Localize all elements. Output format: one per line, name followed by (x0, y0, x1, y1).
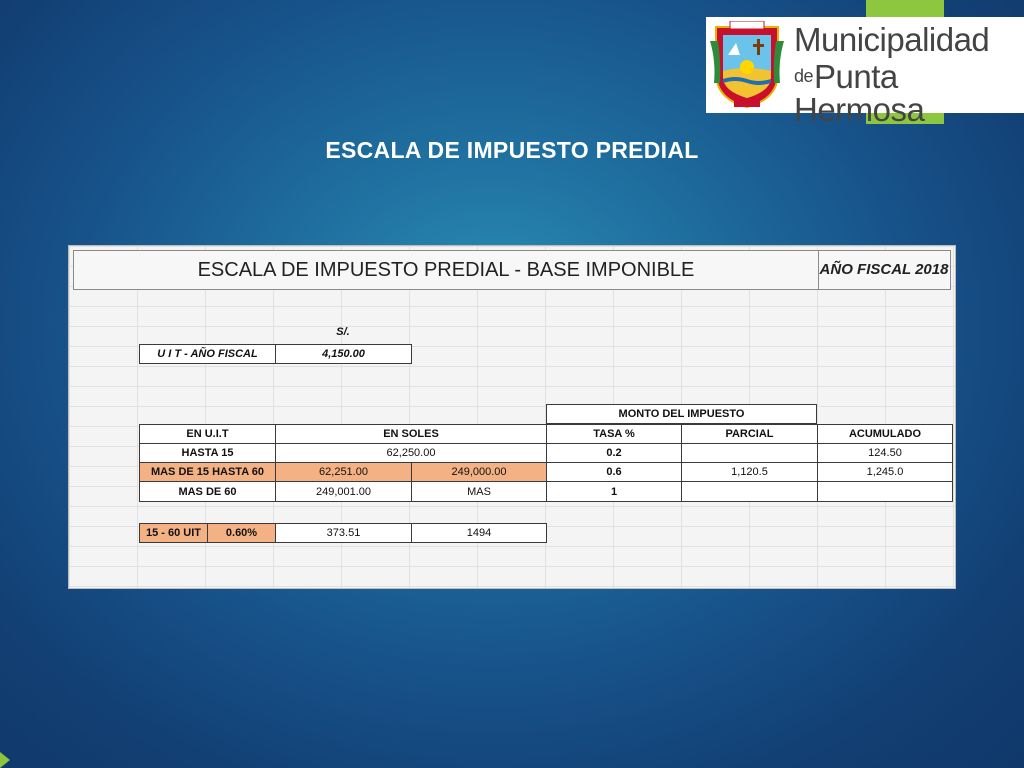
row3-soles-to: MAS (411, 481, 547, 502)
calc-rate: 0.60% (207, 523, 276, 543)
row2-accum: 1,245.0 (817, 462, 953, 482)
col-header-uit: EN U.I.T (139, 424, 276, 444)
col-header-accum: ACUMULADO (817, 424, 953, 444)
row3-partial (681, 481, 818, 502)
monto-header: MONTO DEL IMPUESTO (546, 404, 817, 424)
municipality-logo (706, 17, 1024, 128)
fiscal-year: AÑO FISCAL 2018 (819, 261, 949, 278)
row1-accum: 124.50 (817, 443, 953, 463)
row1-rate: 0.2 (546, 443, 682, 463)
slide-title: ESCALA DE IMPUESTO PREDIAL (325, 137, 699, 163)
row2-soles-to: 249,000.00 (411, 462, 547, 482)
calc-value2: 1494 (411, 523, 547, 543)
municipal-crest-icon (710, 21, 784, 109)
row1-partial (681, 443, 818, 463)
calc-label: 15 - 60 UIT (139, 523, 208, 543)
logo-line2-prefix: de (794, 66, 814, 86)
row1-soles: 62,250.00 (275, 443, 547, 463)
col-header-soles: EN SOLES (275, 424, 547, 444)
spreadsheet-image (68, 245, 956, 589)
logo-line2-text: Punta Hermosa (794, 58, 925, 128)
uit-label: U I T - AÑO FISCAL (139, 344, 276, 364)
row3-range: MAS DE 60 (139, 481, 276, 502)
row2-range: MAS DE 15 HASTA 60 (139, 462, 276, 482)
col-header-rate: TASA % (546, 424, 682, 444)
row3-accum (817, 481, 953, 502)
currency-label: S/. (336, 326, 350, 338)
calc-value1: 373.51 (275, 523, 412, 543)
sheet-header (73, 250, 951, 290)
logo-line2 (794, 60, 1024, 126)
logo-wordmark (794, 23, 1024, 126)
row3-soles-from: 249,001.00 (275, 481, 412, 502)
row2-rate: 0.6 (546, 462, 682, 482)
row2-partial: 1,120.5 (681, 462, 818, 482)
logo-line1: Municipalidad (794, 21, 990, 58)
col-header-partial: PARCIAL (681, 424, 818, 444)
row1-range: HASTA 15 (139, 443, 276, 463)
row3-rate: 1 (546, 481, 682, 502)
sheet-title: ESCALA DE IMPUESTO PREDIAL - BASE IMPONIBLE (74, 251, 819, 289)
slide-bullet-arrow (0, 752, 10, 768)
row2-soles-from: 62,251.00 (275, 462, 412, 482)
uit-value: 4,150.00 (275, 344, 412, 364)
